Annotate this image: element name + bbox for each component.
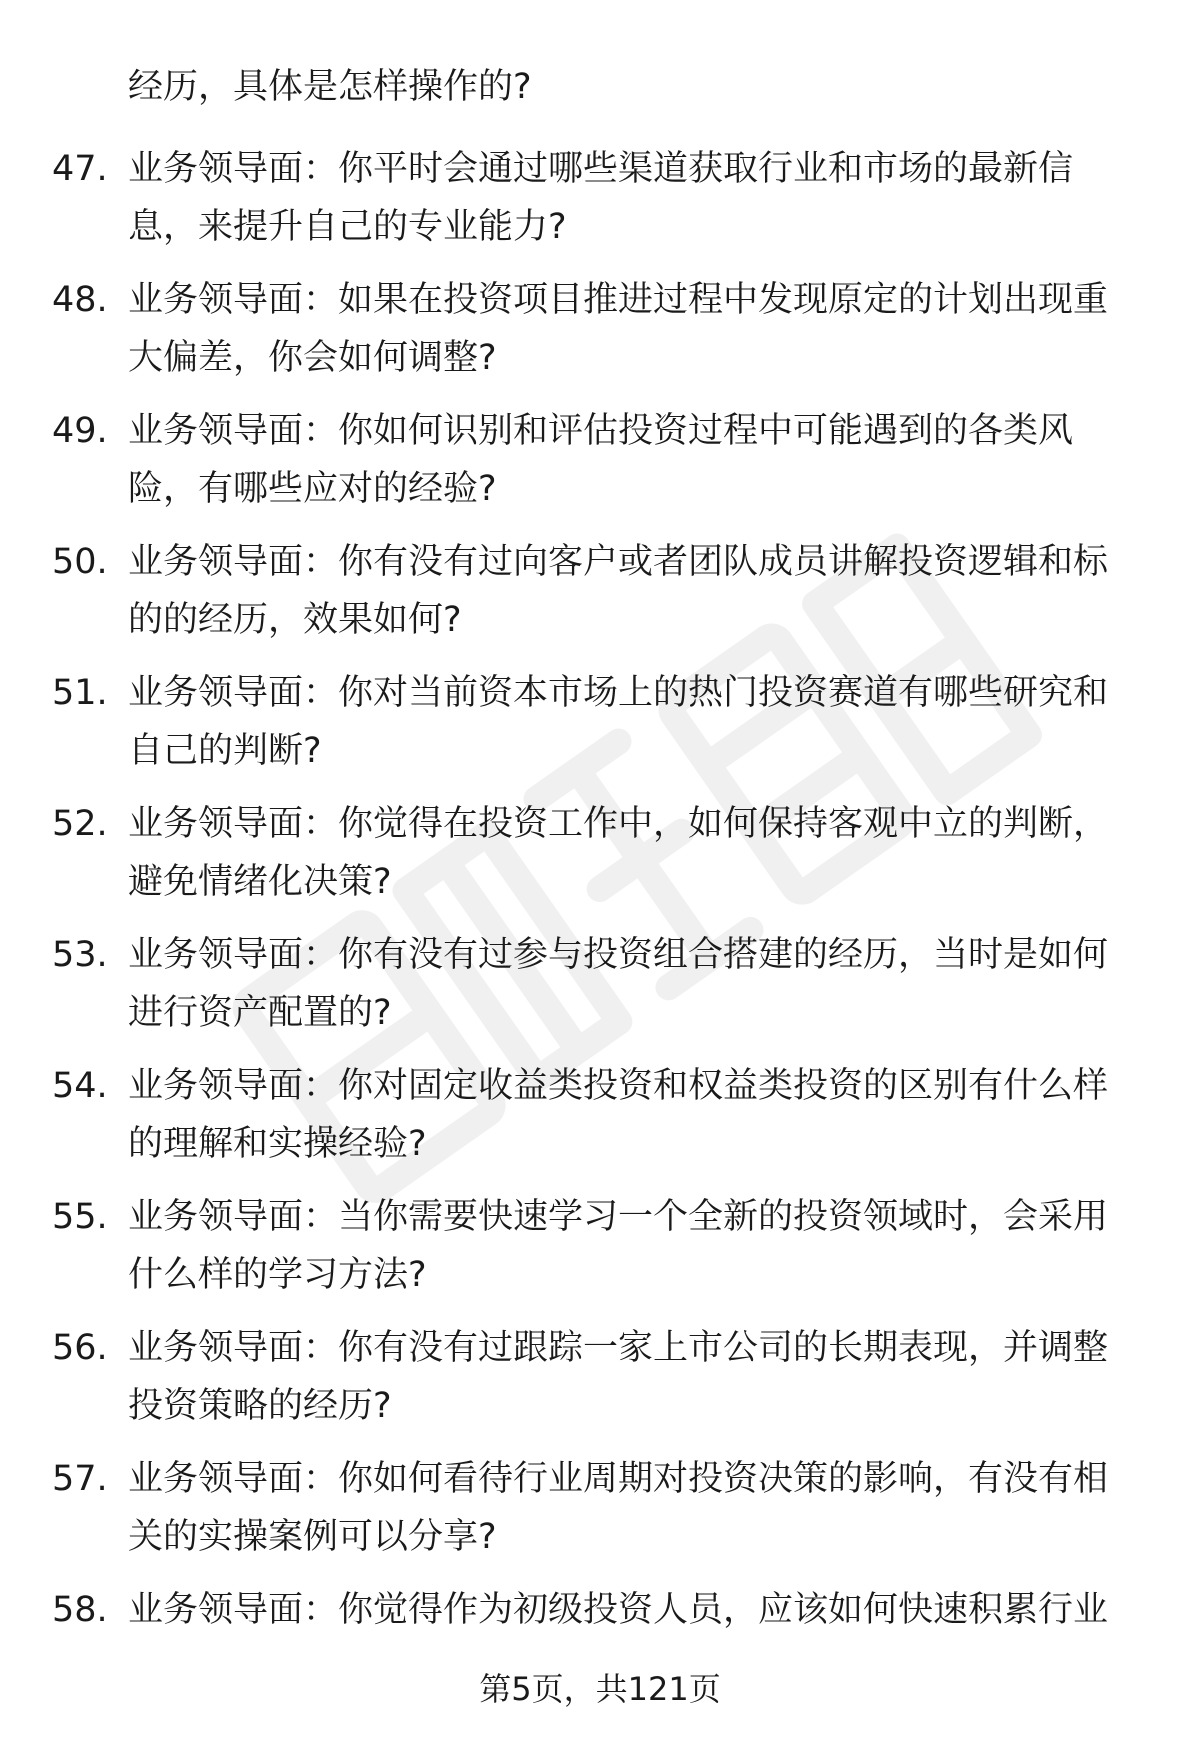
question-number: 53.: [52, 935, 108, 975]
question-text-line: 的的经历，效果如何?: [128, 600, 462, 640]
question-number: 52.: [52, 804, 108, 844]
question-number: 47.: [52, 149, 108, 189]
question-text: [128, 1188, 1143, 1304]
question-text-line: 业务领导面：你觉得在投资工作中，如何保持客观中立的判断，: [128, 804, 1109, 844]
question-text: [128, 795, 1143, 911]
question-item: [0, 1450, 1200, 1581]
question-number: 49.: [52, 411, 108, 451]
question-number: 55.: [52, 1197, 108, 1237]
question-text-line: 险，有哪些应对的经验?: [128, 469, 497, 509]
question-item: [0, 1057, 1200, 1188]
question-number: 57.: [52, 1459, 108, 1499]
question-number: 48.: [52, 280, 108, 320]
question-text-line: 业务领导面：你对当前资本市场上的热门投资赛道有哪些研究和: [128, 673, 1109, 713]
question-text-line: 大偏差，你会如何调整?: [128, 338, 497, 378]
question-text-line: 业务领导面：你觉得作为初级投资人员，应该如何快速积累行业: [128, 1590, 1109, 1630]
page-footer: 第5页，共121页: [479, 1670, 721, 1708]
question-item: [0, 1319, 1200, 1450]
question-number: 54.: [52, 1066, 108, 1106]
question-text-line: 业务领导面：你有没有过参与投资组合搭建的经历，当时是如何: [128, 935, 1109, 975]
question-text: [128, 1319, 1143, 1435]
question-text: [128, 1450, 1143, 1566]
question-item: [0, 664, 1200, 795]
question-text-line: 业务领导面：当你需要快速学习一个全新的投资领域时，会采用: [128, 1197, 1109, 1237]
question-text: [128, 926, 1143, 1042]
question-text-line: 关的实操案例可以分享?: [128, 1517, 497, 1557]
question-text-line: 业务领导面：你如何识别和评估投资过程中可能遇到的各类风: [128, 411, 1074, 451]
question-text: [128, 402, 1143, 518]
continuation-line: 经历，具体是怎样操作的?: [128, 67, 532, 107]
question-number: 58.: [52, 1590, 108, 1630]
question-number: 56.: [52, 1328, 108, 1368]
question-text: [128, 1581, 1143, 1639]
question-text-line: 业务领导面：你有没有过向客户或者团队成员讲解投资逻辑和标: [128, 542, 1109, 582]
question-text: [128, 533, 1143, 649]
question-text-line: 自己的判断?: [128, 731, 322, 771]
question-list: [0, 140, 1200, 1712]
question-item: [0, 140, 1200, 271]
question-text-line: 的理解和实操经验?: [128, 1124, 427, 1164]
question-text: [128, 271, 1143, 387]
question-text-line: 业务领导面：你平时会通过哪些渠道获取行业和市场的最新信: [128, 149, 1074, 189]
question-text: [128, 664, 1143, 780]
question-text-line: 什么样的学习方法?: [128, 1255, 427, 1295]
question-text-line: 息，来提升自己的专业能力?: [128, 207, 567, 247]
question-text: [128, 140, 1143, 256]
question-number: 51.: [52, 673, 108, 713]
question-text-line: 投资策略的经历?: [128, 1386, 392, 1426]
question-text: [128, 1057, 1143, 1173]
question-text-line: 避免情绪化决策?: [128, 862, 392, 902]
question-text-line: 业务领导面：你如何看待行业周期对投资决策的影响，有没有相: [128, 1459, 1109, 1499]
question-text-line: 进行资产配置的?: [128, 993, 392, 1033]
question-item: [0, 926, 1200, 1057]
question-text-line: 业务领导面：你对固定收益类投资和权益类投资的区别有什么样: [128, 1066, 1109, 1106]
question-item: [0, 402, 1200, 533]
question-item: [0, 795, 1200, 926]
question-number: 50.: [52, 542, 108, 582]
question-text-line: 业务领导面：如果在投资项目推进过程中发现原定的计划出现重: [128, 280, 1109, 320]
question-item: [0, 533, 1200, 664]
question-item: [0, 1188, 1200, 1319]
question-text-line: 业务领导面：你有没有过跟踪一家上市公司的长期表现，并调整: [128, 1328, 1109, 1368]
question-item: [0, 271, 1200, 402]
